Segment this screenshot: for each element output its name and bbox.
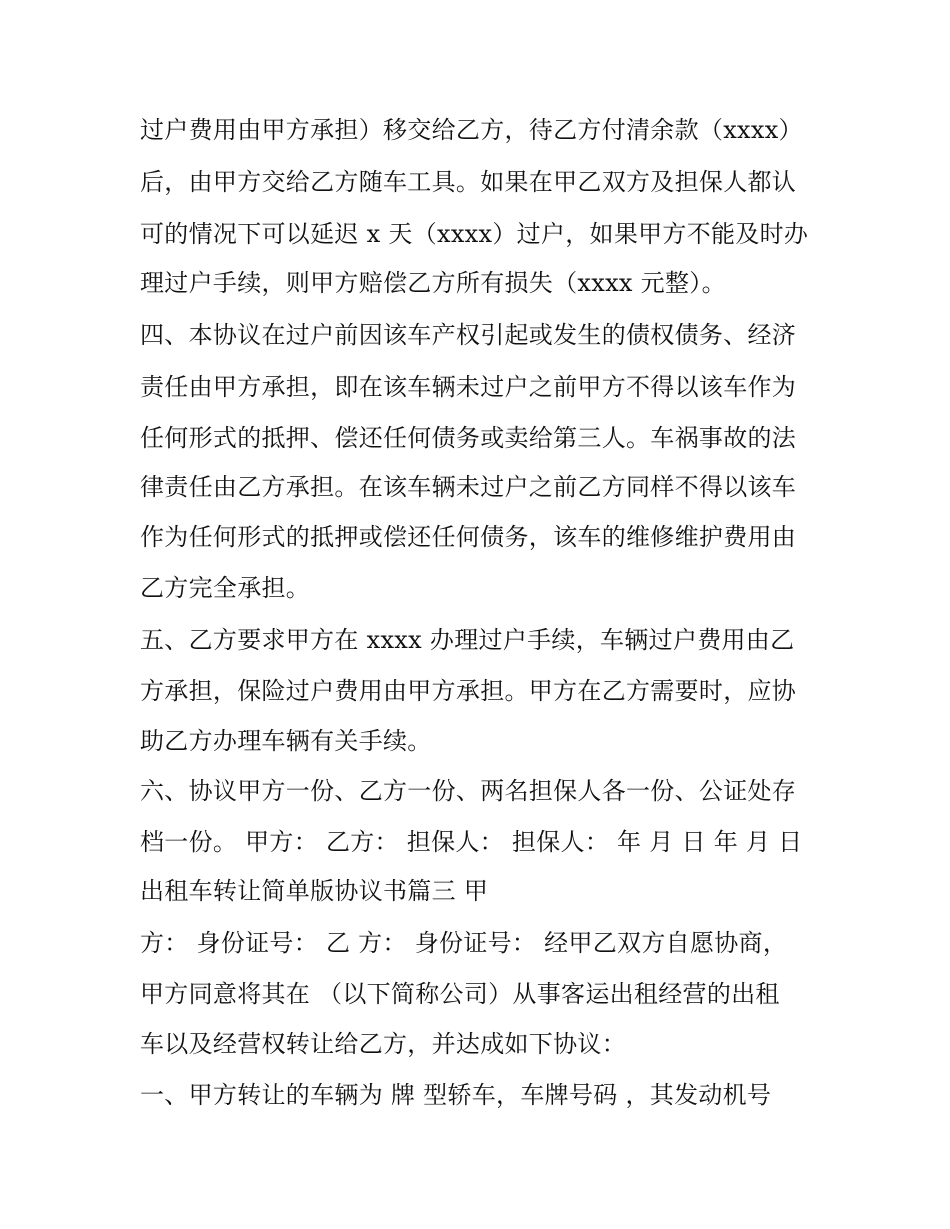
text-line-9: 作为任何形式的抵押或偿还任何债务，该车的维修维护费用由 — [140, 523, 797, 551]
text-line-7: 任何形式的抵押、偿还任何债务或卖给第三人。车祸事故的法 — [140, 424, 797, 452]
text-line-15: 档一份。 甲方： 乙方： 担保人： 担保人： 年 月 日 年 月 日 — [140, 828, 803, 856]
text-line-20: 一、甲方转让的车辆为 牌 型轿车，车牌号码 ，其发动机号 — [140, 1081, 772, 1109]
text-line-2: 后，由甲方交给乙方随车工具。如果在甲乙双方及担保人都认 — [140, 168, 797, 196]
text-line-19: 车以及经营权转让给乙方，并达成如下协议： — [140, 1030, 626, 1058]
text-line-18: 甲方同意将其在 （以下简称公司）从事客运出租经营的出租 — [140, 980, 780, 1008]
text-line-8: 律责任由乙方承担。在该车辆未过户之前乙方同样不得以该车 — [140, 473, 797, 501]
text-line-14: 六、协议甲方一份、乙方一份、两名担保人各一份、公证处存 — [140, 777, 797, 805]
text-line-10: 乙方完全承担。 — [140, 574, 311, 602]
text-line-16: 出租车转让简单版协议书篇三 甲 — [140, 877, 489, 905]
text-line-3: 可的情况下可以延迟 x 天（xxxx）过户，如果甲方不能及时办 — [140, 220, 809, 248]
text-line-12: 方承担，保险过户费用由甲方承担。甲方在乙方需要时，应协 — [140, 677, 797, 705]
text-line-6: 责任由甲方承担，即在该车辆未过户之前甲方不得以该车作为 — [140, 373, 797, 401]
text-line-1: 过户费用由甲方承担）移交给乙方，待乙方付清余款（xxxx） — [140, 116, 803, 144]
text-line-13: 助乙方办理车辆有关手续。 — [140, 727, 432, 755]
text-line-17: 方： 身份证号： 乙 方： 身份证号： 经甲乙双方自愿协商， — [140, 929, 788, 957]
text-line-4: 理过户手续，则甲方赔偿乙方所有损失（xxxx 元整）。 — [140, 269, 726, 297]
text-line-11: 五、乙方要求甲方在 xxxx 办理过户手续，车辆过户费用由乙 — [140, 626, 795, 654]
text-line-5: 四、本协议在过户前因该车产权引起或发生的债权债务、经济 — [140, 321, 797, 349]
